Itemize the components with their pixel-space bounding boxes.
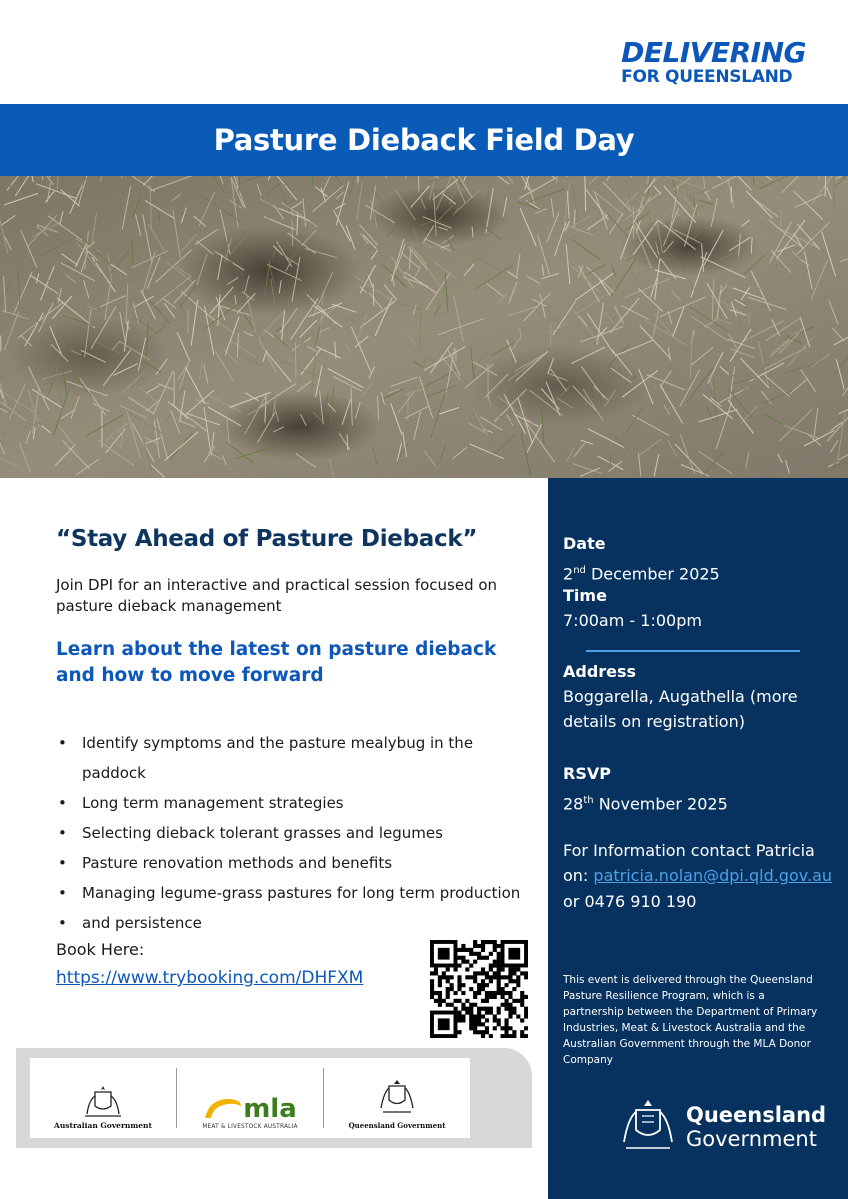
learn-line-1: Learn about the latest on pasture dieback xyxy=(56,639,497,660)
topics-list xyxy=(56,728,536,938)
australian-government-logo xyxy=(30,1066,176,1130)
rsvp-suffix: th xyxy=(583,795,594,806)
rsvp-label: RSVP xyxy=(563,764,611,783)
date-day: 2 xyxy=(563,564,574,584)
page-title: Pasture Dieback Field Day xyxy=(213,123,635,157)
mla-caption: MEAT & LIVESTOCK AUSTRALIA xyxy=(202,1124,298,1130)
date-rest: December 2025 xyxy=(585,564,720,584)
program-note: This event is delivered through the Queensland Pasture Resilience Program, which is a partnership between the Department of Primary Industries, Meat & Livestock Australia and the Australian Government through the MLA Donor Company xyxy=(563,974,818,1066)
coat-of-arms-icon xyxy=(81,1084,125,1118)
info-prefix: on: xyxy=(563,866,594,885)
queensland-government-footer-logo xyxy=(618,1096,826,1158)
queensland-government-logo xyxy=(324,1066,470,1130)
event-details-sidebar xyxy=(548,478,848,1199)
qld-crest-icon xyxy=(618,1096,678,1158)
pasture-photo-image xyxy=(0,176,848,478)
topic-item: • Managing legume-grass pastures for long term production xyxy=(56,878,536,908)
pasture-photo xyxy=(0,176,848,478)
topic-item: • Long term management strategies xyxy=(56,788,536,818)
rsvp-value xyxy=(563,788,843,816)
topic-item-continuation: • and persistence xyxy=(56,908,536,938)
mla-swoosh-icon xyxy=(203,1096,243,1122)
brand-line2: FOR QUEENSLAND xyxy=(621,67,793,87)
qld-crest-icon xyxy=(377,1078,417,1118)
date-label: Date xyxy=(563,534,606,553)
partner-logos xyxy=(30,1058,470,1138)
aus-gov-caption: Australian Government xyxy=(54,1121,152,1130)
mla-wordmark: mla xyxy=(243,1094,297,1124)
delivering-for-queensland-logo xyxy=(621,38,806,86)
info-line-1: For Information contact Patricia xyxy=(563,841,815,860)
qr-code[interactable] xyxy=(430,940,528,1038)
learn-line-2: and how to move forward xyxy=(56,665,324,686)
address-line-1: Boggarella, Augathella (more xyxy=(563,687,798,706)
booking-link[interactable]: https://www.trybooking.com/DHFXM xyxy=(56,968,364,988)
partner-logos-panel xyxy=(16,1048,532,1148)
topic-item: • Selecting dieback tolerant grasses and legumes xyxy=(56,818,536,848)
qld-gov-wordmark xyxy=(686,1103,826,1151)
mla-logo xyxy=(177,1066,323,1130)
tagline: “Stay Ahead of Pasture Dieback” xyxy=(56,526,478,552)
intro-text: Join DPI for an interactive and practical session focused on pasture dieback management xyxy=(56,576,498,615)
sidebar-divider xyxy=(586,650,800,652)
time-label: Time xyxy=(563,586,607,605)
title-banner xyxy=(0,104,848,176)
date-suffix: nd xyxy=(573,565,586,576)
address-line-2: details on registration) xyxy=(563,712,745,731)
contact-email-link[interactable]: patricia.nolan@dpi.qld.gov.au xyxy=(593,866,833,885)
book-label: Book Here: xyxy=(56,940,145,959)
qr-code-image xyxy=(430,940,528,1038)
info-line-2 xyxy=(563,863,848,888)
rsvp-rest: November 2025 xyxy=(593,794,728,814)
brand-line1: DELIVERING xyxy=(621,36,806,69)
address-label: Address xyxy=(563,662,637,681)
qld-wordmark-line2: Government xyxy=(686,1127,817,1151)
mla-mark xyxy=(203,1096,297,1122)
time-value: 7:00am - 1:00pm xyxy=(563,611,702,630)
date-value xyxy=(563,558,843,586)
qld-gov-caption: Queensland Government xyxy=(348,1121,446,1130)
rsvp-day: 28 xyxy=(563,794,584,814)
qld-wordmark-line1: Queensland xyxy=(686,1103,827,1127)
topic-item: • Pasture renovation methods and benefits xyxy=(56,848,536,878)
learn-heading xyxy=(56,637,526,689)
info-phone: or 0476 910 190 xyxy=(563,892,697,911)
topic-item: • Identify symptoms and the pasture mealybug in the paddock xyxy=(56,728,536,788)
